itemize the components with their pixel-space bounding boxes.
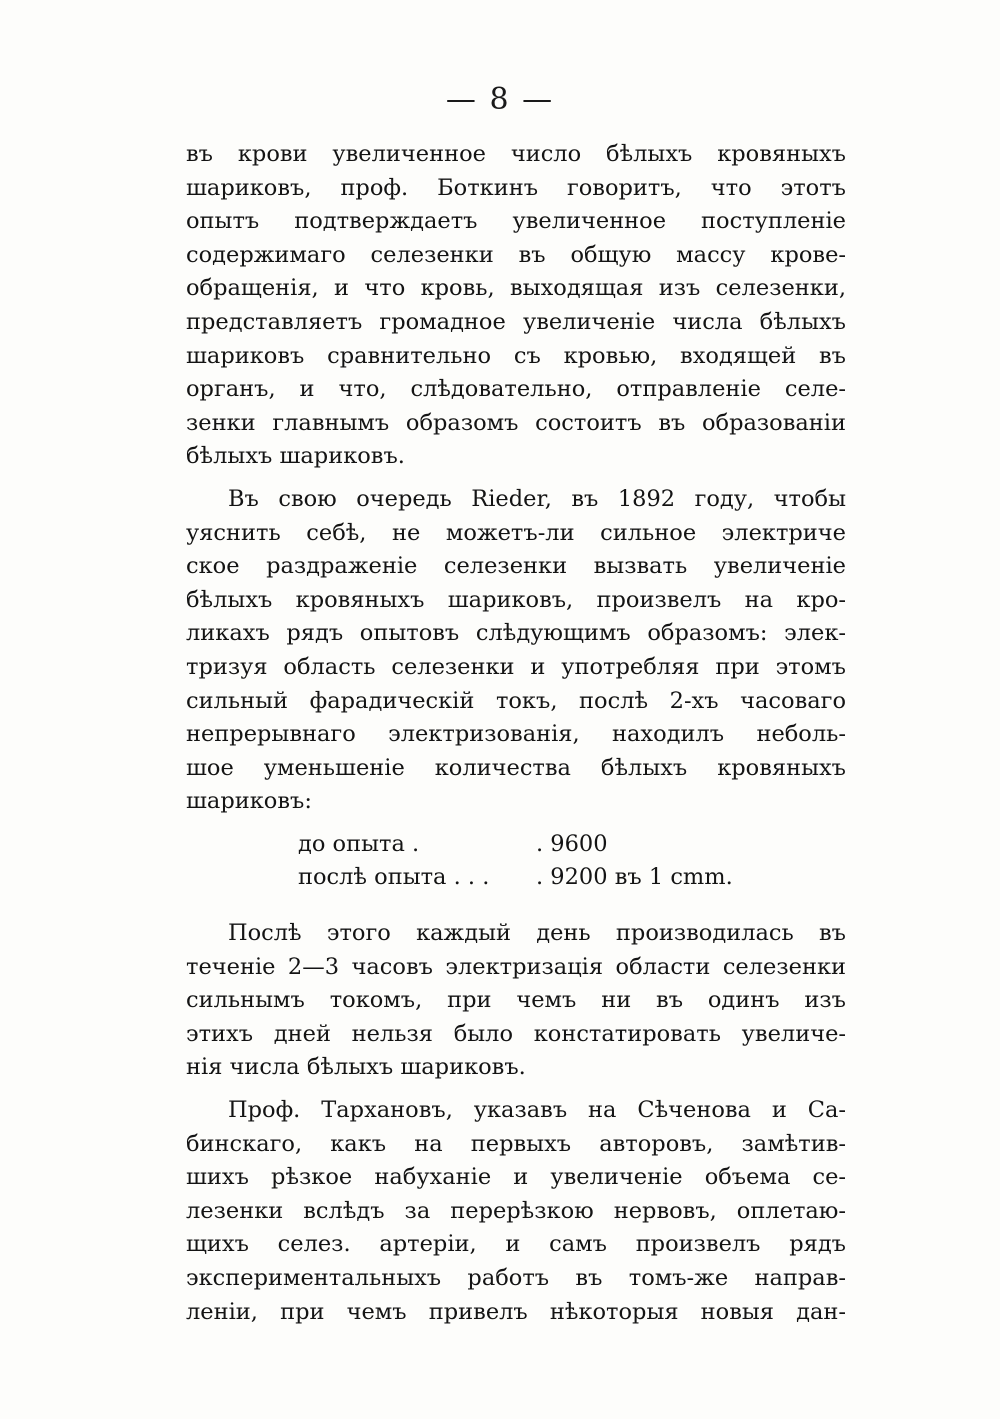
text-line: органъ, и что, слѣдовательно, отправленіе селе-: [186, 376, 846, 403]
measurement-value: . 9600: [536, 830, 608, 857]
text-line: щихъ селез. артеріи, и самъ произвелъ рядъ: [186, 1231, 846, 1258]
text-line: сильный фарадическій токъ, послѣ 2-хъ часоваго: [186, 687, 846, 714]
text-line: бѣлыхъ кровяныхъ шариковъ, произвелъ на кро-: [186, 586, 846, 613]
paragraph-2: [186, 483, 846, 819]
text-line: представляетъ громадное увеличеніе числа бѣлыхъ: [186, 308, 846, 335]
measurement-row: [186, 828, 846, 862]
text-line: Послѣ этого каждый день производилась въ: [228, 920, 846, 947]
text-line: Проф. Тархановъ, указавъ на Сѣченова и Са-: [228, 1097, 846, 1124]
text-line: зенки главнымъ образомъ состоитъ въ образованіи: [186, 409, 846, 436]
text-line: сильнымъ токомъ, при чемъ ни въ одинъ изъ: [186, 987, 846, 1014]
text-line: этихъ дней нельзя было констатировать увеличе-: [186, 1020, 846, 1047]
text-line: теченіе 2—3 часовъ электризація области селезенки: [186, 953, 846, 980]
paragraph-1: [186, 138, 846, 474]
text-line: экспериментальныхъ работъ въ томъ-же направ-: [186, 1265, 846, 1291]
measurement-label: послѣ опыта . . .: [298, 864, 490, 891]
text-line: бѣлыхъ шариковъ.: [186, 443, 405, 470]
text-line: нія числа бѣлыхъ шариковъ.: [186, 1054, 526, 1081]
text-line: лезенки вслѣдъ за перерѣзкою нервовъ, оплетаю-: [186, 1197, 846, 1224]
measurement-value: . 9200 въ 1 cmm.: [536, 864, 733, 891]
text-line: обращенія, и что кровь, выходящая изъ селезенки,: [186, 275, 846, 302]
text-line: непрерывнаго электризованія, находилъ неболь-: [186, 721, 846, 748]
text-line: тризуя область селезенки и употребляя при этомъ: [186, 653, 846, 680]
text-line: ское раздраженіе селезенки вызвать увеличеніе: [186, 553, 846, 580]
page-number: — 8 —: [445, 82, 555, 117]
text-line: шариковъ, проф. Боткинъ говоритъ, что этотъ: [186, 174, 846, 201]
text-line: ликахъ рядъ опытовъ слѣдующимъ образомъ: элек-: [186, 620, 846, 647]
text-line: бинскаго, какъ на первыхъ авторовъ, замѣтив-: [186, 1130, 846, 1157]
text-line: шариковъ:: [186, 788, 312, 815]
text-line: опытъ подтверждаетъ увеличенное поступленіе: [186, 208, 846, 235]
text-line: шихъ рѣзкое набуханіе и увеличеніе объема се-: [186, 1164, 846, 1191]
body-text: [186, 138, 846, 1329]
text-line: Въ свою очередь Rieder, въ 1892 году, чтобы: [228, 485, 846, 512]
text-line: въ крови увеличенное число бѣлыхъ кровяныхъ: [186, 141, 846, 167]
measurement-row: [186, 861, 846, 895]
measurement-table: [186, 828, 846, 895]
text-line: уяснить себѣ, не можетъ-ли сильное электриче: [186, 519, 846, 546]
measurement-label: до опыта .: [298, 830, 420, 857]
text-line: шое уменьшеніе количества бѣлыхъ кровяныхъ: [186, 754, 846, 781]
paragraph-4: [186, 1094, 846, 1329]
text-line: леніи, при чемъ привелъ нѣкоторыя новыя дан-: [186, 1298, 846, 1325]
text-line: шариковъ сравнительно съ кровью, входящей въ: [186, 342, 846, 369]
paragraph-3: [186, 917, 846, 1085]
text-line: содержимаго селезенки въ общую массу крове-: [186, 241, 846, 268]
